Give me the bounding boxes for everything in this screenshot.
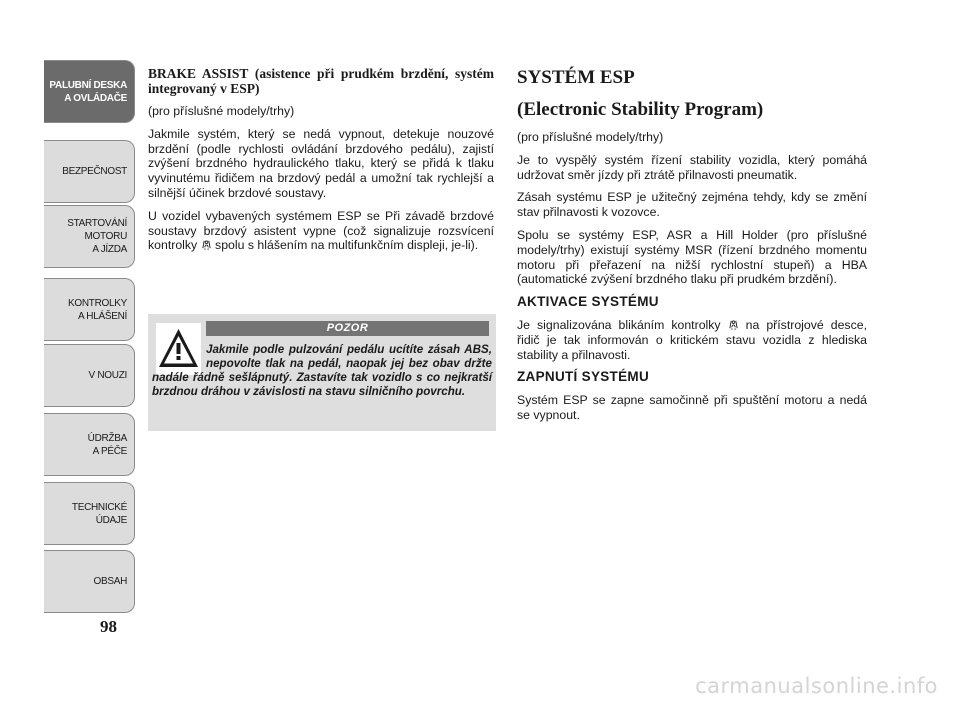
watermark: carmanualsonline.info — [695, 674, 938, 698]
tab-obsah[interactable]: OBSAH — [44, 550, 135, 613]
esp-title-line-2: (Electronic Stability Program) — [517, 99, 764, 120]
esp-subtitle: (pro příslušné modely/trhy) — [517, 130, 664, 144]
para-2-text-b: spolu s hlášením na multifunkčním displeji, je-li). — [211, 238, 479, 253]
warning-label: POZOR — [206, 321, 489, 336]
esp-warning-light-icon — [728, 319, 739, 330]
tab-udrzba[interactable]: ÚDRŽBA A PÉČE — [44, 413, 135, 476]
esp-para-2: Zásah systému ESP je užitečný zejména tehdy, kdy se změní stav přilnavosti k vozovce. — [517, 190, 867, 220]
activation-text-b: na přístrojové desce, řidič je tak informován o kritickém stavu vozidla z hlediska stability a přilnavosti. — [517, 317, 867, 362]
left-column — [148, 66, 494, 261]
brake-assist-para-1: Jakmile systém, který se nedá vypnout, detekuje nouzové brzdění (podle rychlosti ovládání brzdového pedálu), zajistí zvýšení brzdného hydraulického tlaku, který se přidá k tlaku vyvinutému řidičem na brzdový pedál a umožní tak rychlejší a silnější účinek brzdové soustavy. — [148, 126, 494, 200]
switch-on-heading: ZAPNUTÍ SYSTÉMU — [517, 369, 650, 385]
warning-text: Jakmile podle pulzování pedálu ucítíte zásah ABS, nepovolte tlak na pedál, naopak jej bez obav držte nadále řádně sešlápnutý. Zastavíte tak vozidlo s co nejkratší brzdnou dráhou v závislosti na stavu silničního povrchu. — [152, 343, 492, 398]
warning-box — [148, 314, 496, 431]
activation-text — [517, 318, 867, 362]
brake-assist-subheading: (pro příslušné modely/trhy) — [148, 104, 295, 118]
tab-palubni-deska[interactable]: PALUBNÍ DESKA A OVLÁDAČE — [44, 60, 135, 123]
page-number: 98 — [100, 617, 117, 636]
tab-kontrolky[interactable]: KONTROLKY A HLÁŠENÍ — [44, 278, 135, 341]
esp-para-3: Spolu se systémy ESP, ASR a Hill Holder (pro příslušné modely/trhy) existují systémy MSR (řízení brzdného momentu motoru při přeřazení na nižší rychlostní stupeň) a HBA (automatické zvýšení brzdného tlaku při prudkém brzdění). — [517, 227, 867, 287]
esp-warning-light-icon — [201, 239, 212, 250]
right-column — [517, 66, 867, 431]
brake-assist-para-2 — [148, 209, 494, 253]
activation-heading: AKTIVACE SYSTÉMU — [517, 294, 659, 310]
para-2-text-a: U vozidel vybavených systémem ESP se Při závadě brzdové soustavy brzdový asistent vypne (což signalizuje rozsvícení kontrolky — [148, 208, 494, 253]
brake-assist-heading: BRAKE ASSIST (asistence při prudkém brzdění, systém integrovaný v ESP) — [148, 66, 494, 96]
tab-bezpecnost[interactable]: BEZPEČNOST — [44, 140, 135, 203]
tab-startovani[interactable]: STARTOVÁNÍ MOTORU A JÍZDA — [44, 205, 135, 268]
tab-technicke-udaje[interactable]: TECHNICKÉ ÚDAJE — [44, 482, 135, 545]
switch-on-text: Systém ESP se zapne samočinně při spuštění motoru a nedá se vypnout. — [517, 393, 867, 422]
esp-para-1: Je to vyspělý systém řízení stability vozidla, který pomáhá udržovat směr jízdy při ztrátě přilnavosti pneumatik. — [517, 152, 867, 182]
activation-text-a: Je signalizována blikáním kontrolky — [517, 317, 728, 332]
esp-title: SYSTÉM ESP — [517, 67, 635, 88]
tab-v-nouzi[interactable]: V NOUZI — [44, 344, 135, 407]
